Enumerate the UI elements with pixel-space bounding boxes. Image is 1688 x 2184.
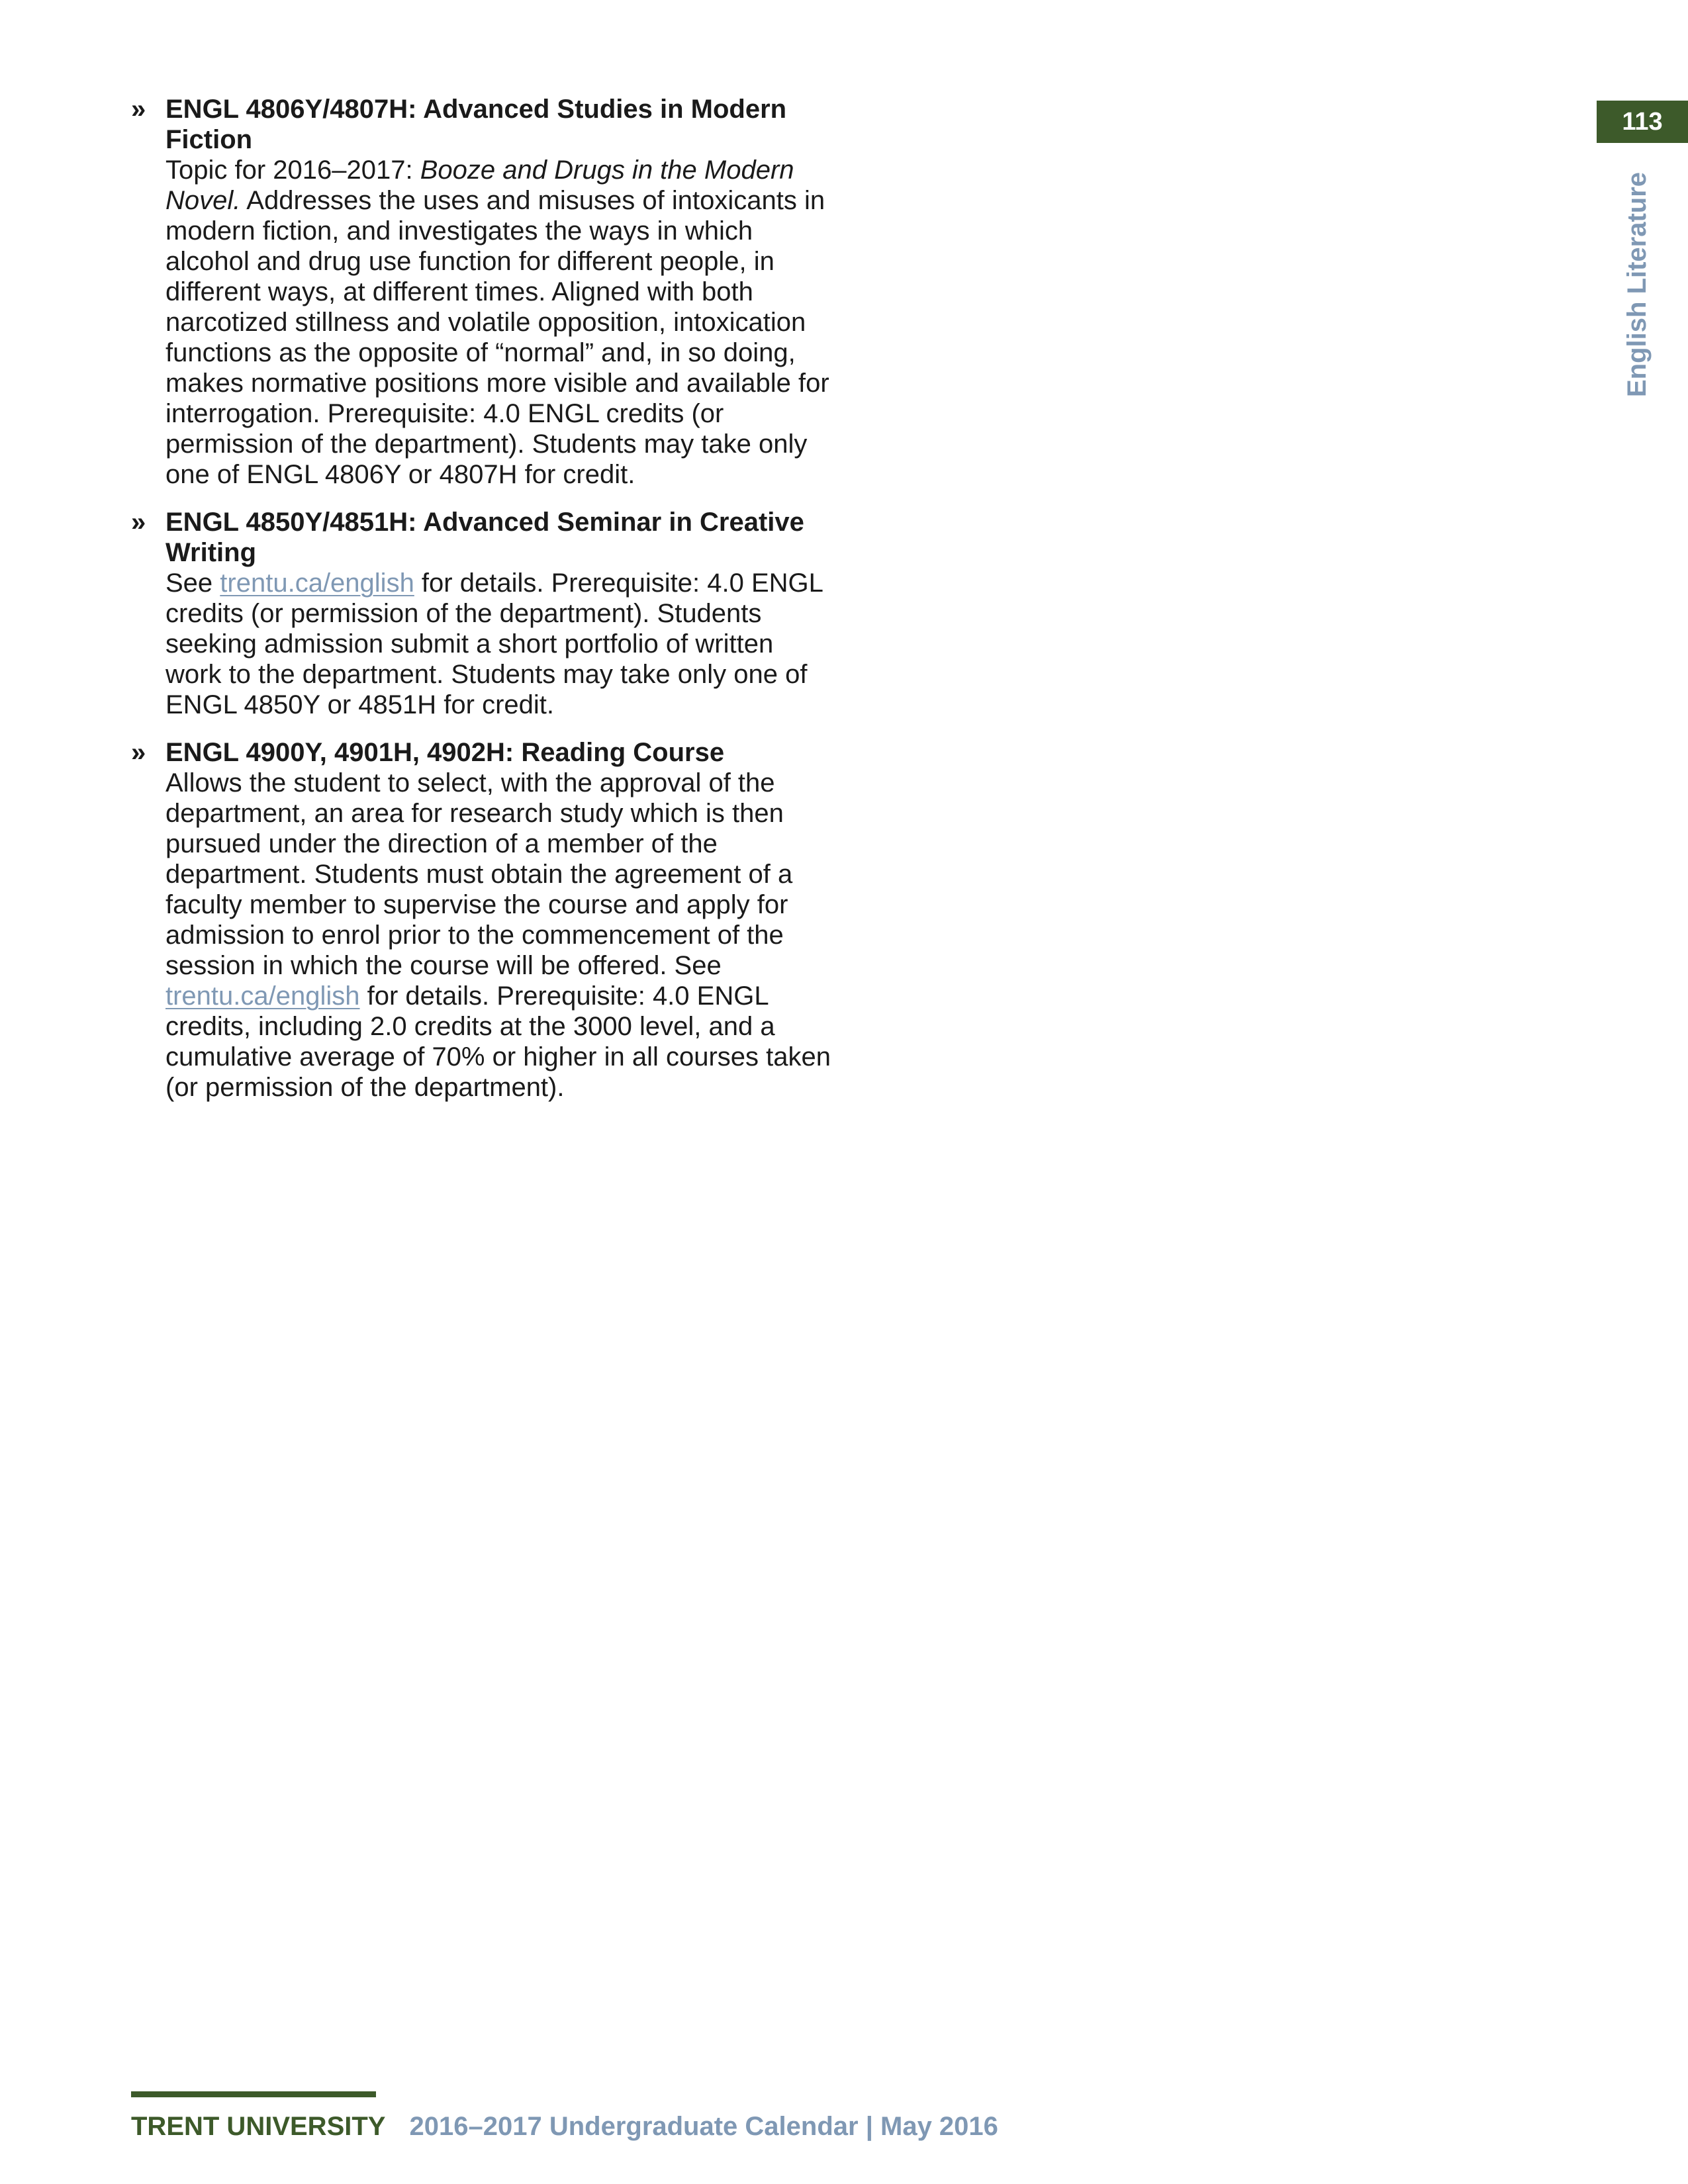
course-description [165,768,833,1103]
course-title-line: Writing [165,538,257,567]
course-title-line: ENGL 4806Y/4807H: Advanced Studies in Modern [165,95,787,124]
course-entry-engl-4806 [131,94,833,490]
page-number: 113 [1597,101,1688,143]
course-description [165,568,833,720]
description-text: for details. Prerequisite: 4.0 ENGL credits (or permission of the department). Students seeking admission submit a short portfolio of written work to the department. Students may take only one of ENGL 4850Y or 4851H for credit. [165,569,823,719]
description-text: Topic for 2016–2017: [165,156,420,185]
description-text: Allows the student to select, with the approval of the department, an area for research study which is then pursued under the direction of a member of the department. Students must obtain the agreement of a faculty member to supervise the course and apply for admission to enrol prior to the commencement of the session in which the course will be offered. See [165,768,793,980]
course-title-line: Fiction [165,125,253,154]
course-entry-engl-4850 [131,507,833,720]
course-description [165,155,833,490]
bullet-marker: » [131,508,146,537]
description-text: Addresses the uses and misuses of intoxicants in modern fiction, and investigates the ways in which alcohol and drug use function for different people, in different ways, at different times. Aligned with both narcotized stillness and volatile opposition, intoxication functions as the opposite of “normal” and, in so doing, makes normative positions more visible and available for interrogation. Prerequisite: 4.0 ENGL credits (or permission of the department). Students may take only one of ENGL 4806Y or 4807H for credit. [165,186,829,489]
english-dept-link[interactable]: trentu.ca/english [165,981,360,1011]
topic-title: Booze and Drugs in the Modern Novel. [165,156,794,215]
footer-calendar: 2016–2017 Undergraduate Calendar | May 2016 [409,2112,998,2141]
course-entry-engl-4900 [131,737,833,1103]
course-title [165,737,833,768]
section-label: English Literature [1622,171,1652,397]
footer-rule [131,2091,376,2097]
description-text: See [165,569,220,598]
bullet-marker: » [131,738,146,767]
course-title [165,94,833,155]
footer-university: TRENT UNIVERSITY [131,2112,386,2141]
description-text: for details. Prerequisite: 4.0 ENGL credits, including 2.0 credits at the 3000 level, and a cumulative average of 70% or higher in all courses taken (or permission of the department). [165,981,831,1102]
course-title-line: ENGL 4850Y/4851H: Advanced Seminar in Creative [165,508,804,537]
english-dept-link[interactable]: trentu.ca/english [220,569,414,598]
course-title [165,507,833,568]
bullet-marker: » [131,95,146,124]
page-footer [131,2111,998,2142]
course-title-line: ENGL 4900Y, 4901H, 4902H: Reading Course [165,738,725,767]
course-list [131,94,833,1120]
